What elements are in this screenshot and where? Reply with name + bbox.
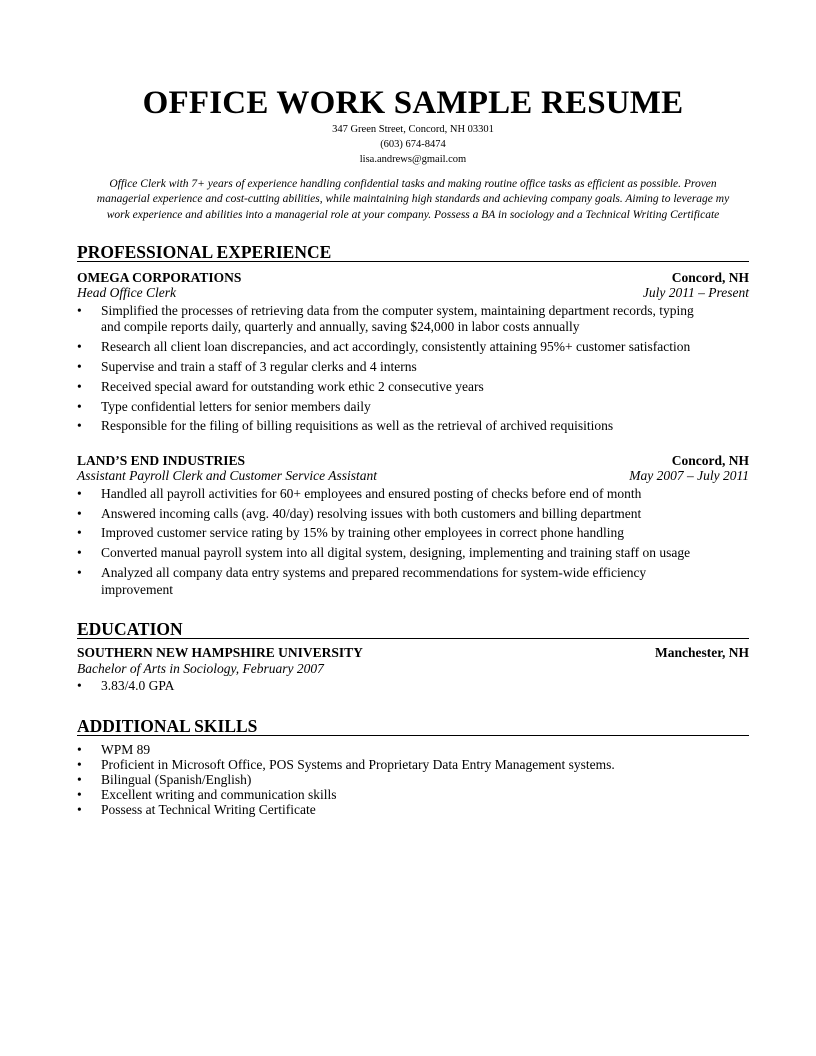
education-header [77,645,749,661]
list-item [77,742,749,757]
bullet-text: Bilingual (Spanish/English) [101,771,252,787]
list-item [77,359,749,376]
bullet-icon: • [77,801,82,817]
list-item [77,303,749,336]
degree: Bachelor of Arts in Sociology, February 2007 [77,660,324,676]
list-item [77,787,749,802]
job-header [77,270,749,286]
education-entry [77,645,749,695]
list-item [77,399,749,416]
list-item [77,565,749,598]
list-item [77,772,749,787]
job-location: Concord, NH [671,269,749,285]
bullet-icon: • [77,358,82,374]
experience-section [77,243,749,598]
bullet-text: Converted manual payroll system into all digital system, designing, implementing and training staff on usage [101,545,691,561]
bullet-text: Answered incoming calls (avg. 40/day) resolving issues with both customers and billing department [101,505,642,521]
list-item [77,506,749,523]
bullet-text: Type confidential letters for senior members daily [101,398,371,414]
experience-heading: PROFESSIONAL EXPERIENCE [77,243,749,262]
summary: Office Clerk with 7+ years of experience handling confidential tasks and making routine office tasks as efficient as possible. Proven managerial experience and cost-cutting abilities, while maintaining high standards and achieving company goals. Aiming to leverage my work experience and abilities into a managerial role at your company. Possess a BA in sociology and a Technical Writing Certificate [96,178,730,221]
job-title: Assistant Payroll Clerk and Customer Service Assistant [77,468,377,484]
job-bullets [77,303,749,435]
bullet-icon: • [77,565,82,581]
job-header [77,453,749,469]
bullet-icon: • [77,418,82,434]
bullet-icon: • [77,756,82,772]
job-bullets [77,486,749,598]
bullet-icon: • [77,786,82,802]
bullet-icon: • [77,302,82,318]
bullet-text: Handled all payroll activities for 60+ employees and ensured posting of checks before end of month [101,485,642,501]
resume-page [77,84,749,817]
list-item [77,418,749,435]
bullet-icon: • [77,525,82,541]
resume-title: OFFICE WORK SAMPLE RESUME [142,85,684,121]
skills-heading: ADDITIONAL SKILLS [77,717,749,736]
list-item [77,802,749,817]
bullet-icon: • [77,505,82,521]
job-location: Concord, NH [671,452,749,468]
job-subheader [77,285,749,301]
bullet-icon: • [77,678,82,694]
job-subheader [77,468,749,484]
education-section [77,620,749,695]
bullet-text: Simplified the processes of retrieving data from the computer system, maintaining department records, typing and compile reports daily, quarterly and annually, saving $24,000 in labor costs annually [101,302,694,335]
bullet-icon: • [77,545,82,561]
education-heading: EDUCATION [77,620,749,639]
bullet-text: Responsible for the filing of billing requisitions as well as the retrieval of archived requisitions [101,418,614,434]
list-item [77,525,749,542]
bullet-text: Received special award for outstanding work ethic 2 consecutive years [101,378,484,394]
phone: (603) 674-8474 [380,139,446,150]
job-title: Head Office Clerk [77,285,176,301]
bullet-icon: • [77,339,82,355]
bullet-text: 3.83/4.0 GPA [101,678,175,694]
list-item [77,678,749,695]
list-item [77,339,749,356]
list-item [77,545,749,562]
company-name: LAND’S END INDUSTRIES [77,452,246,468]
education-subheader [77,661,749,677]
job-dates: May 2007 – July 2011 [629,468,749,484]
job-dates: July 2011 – Present [642,285,749,301]
bullet-text: Analyzed all company data entry systems and prepared recommendations for system-wide efficiency improvement [101,565,647,597]
school-location: Manchester, NH [655,645,749,661]
school-name: SOUTHERN NEW HAMPSHIRE UNIVERSITY [77,645,363,661]
list-item [77,379,749,396]
job-entry [77,270,749,435]
list-item [77,486,749,503]
list-item [77,757,749,772]
bullet-icon: • [77,378,82,394]
bullet-text: Proficient in Microsoft Office, POS Systems and Proprietary Data Entry Management systems. [101,756,615,772]
bullet-icon: • [77,771,82,787]
education-bullets [77,678,749,695]
bullet-text: WPM 89 [101,741,151,757]
bullet-icon: • [77,485,82,501]
job-entry [77,453,749,598]
email: lisa.andrews@gmail.com [359,154,467,165]
bullet-text: Possess at Technical Writing Certificate [101,801,316,817]
address: 347 Green Street, Concord, NH 03301 [332,124,494,135]
bullet-text: Research all client loan discrepancies, and act accordingly, consistently attaining 95%+ customer satisfaction [101,339,691,355]
contact-block [77,122,749,167]
bullet-text: Supervise and train a staff of 3 regular clerks and 4 interns [101,358,417,374]
bullet-icon: • [77,741,82,757]
company-name: OMEGA CORPORATIONS [77,269,242,285]
bullet-text: Excellent writing and communication skills [101,786,337,802]
skills-bullets [77,742,749,817]
bullet-icon: • [77,398,82,414]
bullet-text: Improved customer service rating by 15% by training other employees in correct phone handling [101,525,624,541]
skills-section [77,717,749,817]
